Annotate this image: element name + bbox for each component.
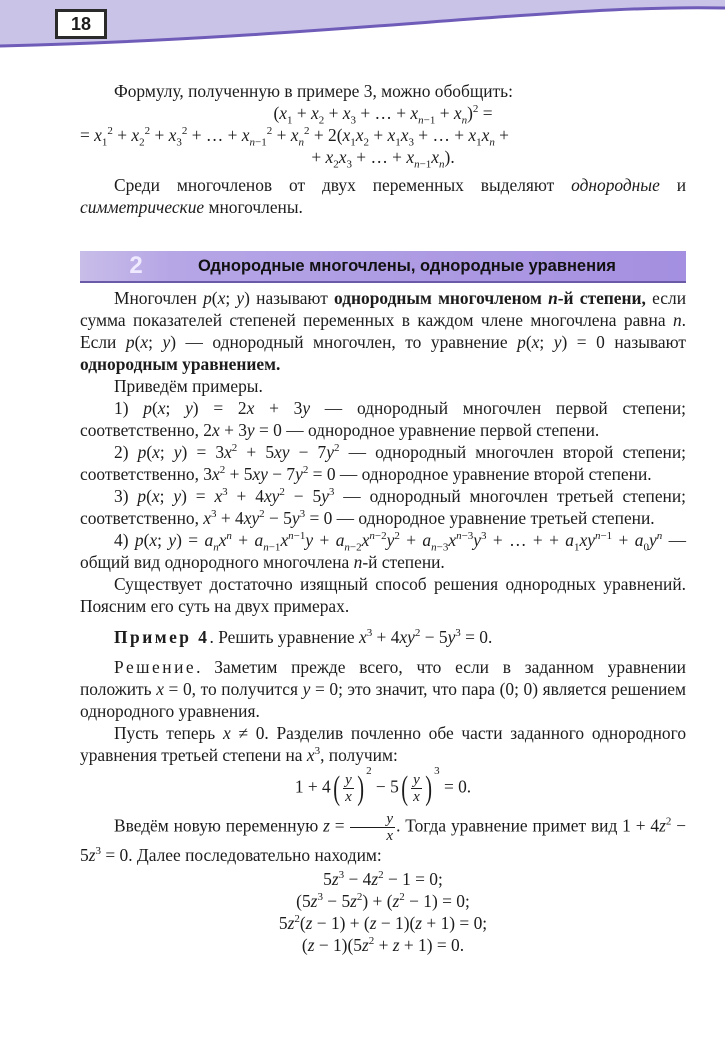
definition-paragraph: Многочлен p(x; y) называют однородным многочленом n-й степени, если сумма показателей степеней переменных в каждом члене многочлена равна n. Если p(x; y) — однородный многочлен, то уравнение p(x; y) = 0 называют однородным уравнением. [80,288,687,374]
page-header-band [0,0,725,52]
example-3: 3) p(x; $y) = x^3 + 4xy^2 - 5y^3$ — однородный многочлен третьей степени; соответственно, $x^3 + 4xy^2 - 5y^3 = 0$ — однородное уравнение третьей степени. [80,486,687,528]
section-header [80,251,686,283]
method-paragraph: Существует достаточно изящный способ решения однородных уравнений. Поясним его суть на двух примерах. [80,574,686,616]
examples-intro: Приведём примеры. [114,376,263,396]
formula-divided: 1 + 4( $\frac{y}{x}$ ) $^2$ − 5( $\frac{y}{x}$ ) $^3$ = 0. [294,764,472,807]
division-paragraph: Пусть теперь x ≠ 0. Разделив почленно обе части заданного однородного уравнения третьей степени на $x^3$, получим: [80,723,687,765]
substitution-paragraph: Введём новую переменную z = $\frac{y}{x}$ . Тогда уравнение примет вид $1 + 4z^2 - 5z^3 = 0$. Далее последовательно находим: [80,811,687,865]
formula-line-2: = $x_1^2 + x_2^2 + x_3^2$ + … + $x_{n-1}^2 + x_n^2 + 2(x_1x_2 + x_1x_3$ + … + $x_1x_n$ + [80,125,509,149]
example-4-general: 4) p(x; $y) = a_nx^n + a_{n-1}x^{n-1}y + a_{n-2}x^{n-2}y^2 + a_{n-3}x^{n-3}y^3$ + … + + $a_1xy^{n-1} + a_0y^n$ — общий вид однородного многочлена n-й степени. [80,530,686,572]
section-number: 2 [129,252,143,279]
step-2: $(5z^3 - 5z^2) + (z^2 - 1) = 0$; [296,891,470,911]
polynomial-types-text: Среди многочленов от двух переменных выделяют однородные и симметрические многочлены. [80,175,687,217]
solution-paragraph: Решение. Заметим прежде всего, что если в заданном уравнении положить x = 0, то получится y = 0; это значит, что пара (0; 0) является решением однородного уравнения. [80,657,686,721]
page-body [80,80,686,218]
example-2: 2) p(x; $y) = 3x^2 + 5xy - 7y^2$ — однородный многочлен второй степени; соответственно, $3x^2 + 5xy - 7y^2 = 0$ — однородное уравнение второй степени. [80,442,686,484]
step-4: $(z - 1)(5z^2 + z + 1) = 0$. [301,935,465,955]
example-4-statement: Пример 4. Решить уравнение $x^3 + 4xy^2 - 5y^3 = 0$. [114,627,493,647]
section-title: Однородные многочлены, однородные уравнения [198,256,616,275]
step-3: $5z^2(z - 1) + (z - 1)(z + 1) = 0$; [278,913,488,933]
section-body [80,287,686,956]
formula-line-1: ($x_1 + x_2 + x_3$ + … + $x_{n-1} + x_n)^2$ = [273,103,493,127]
step-1: $5z^3 - 4z^2 - 1 = 0$; [323,869,443,889]
example-1: 1) p(x; y) = 2x + 3y — однородный многочлен первой степени; соответственно, 2x + 3y = 0 — однородное уравнение первой степени. [80,398,686,440]
formula-line-3: + $x_2x_3$ + … + $x_{n-1}x_n$). [311,147,455,171]
page-number: 18 [55,9,107,39]
intro-text: Формулу, полученную в примере 3, можно обобщить: [114,81,513,101]
